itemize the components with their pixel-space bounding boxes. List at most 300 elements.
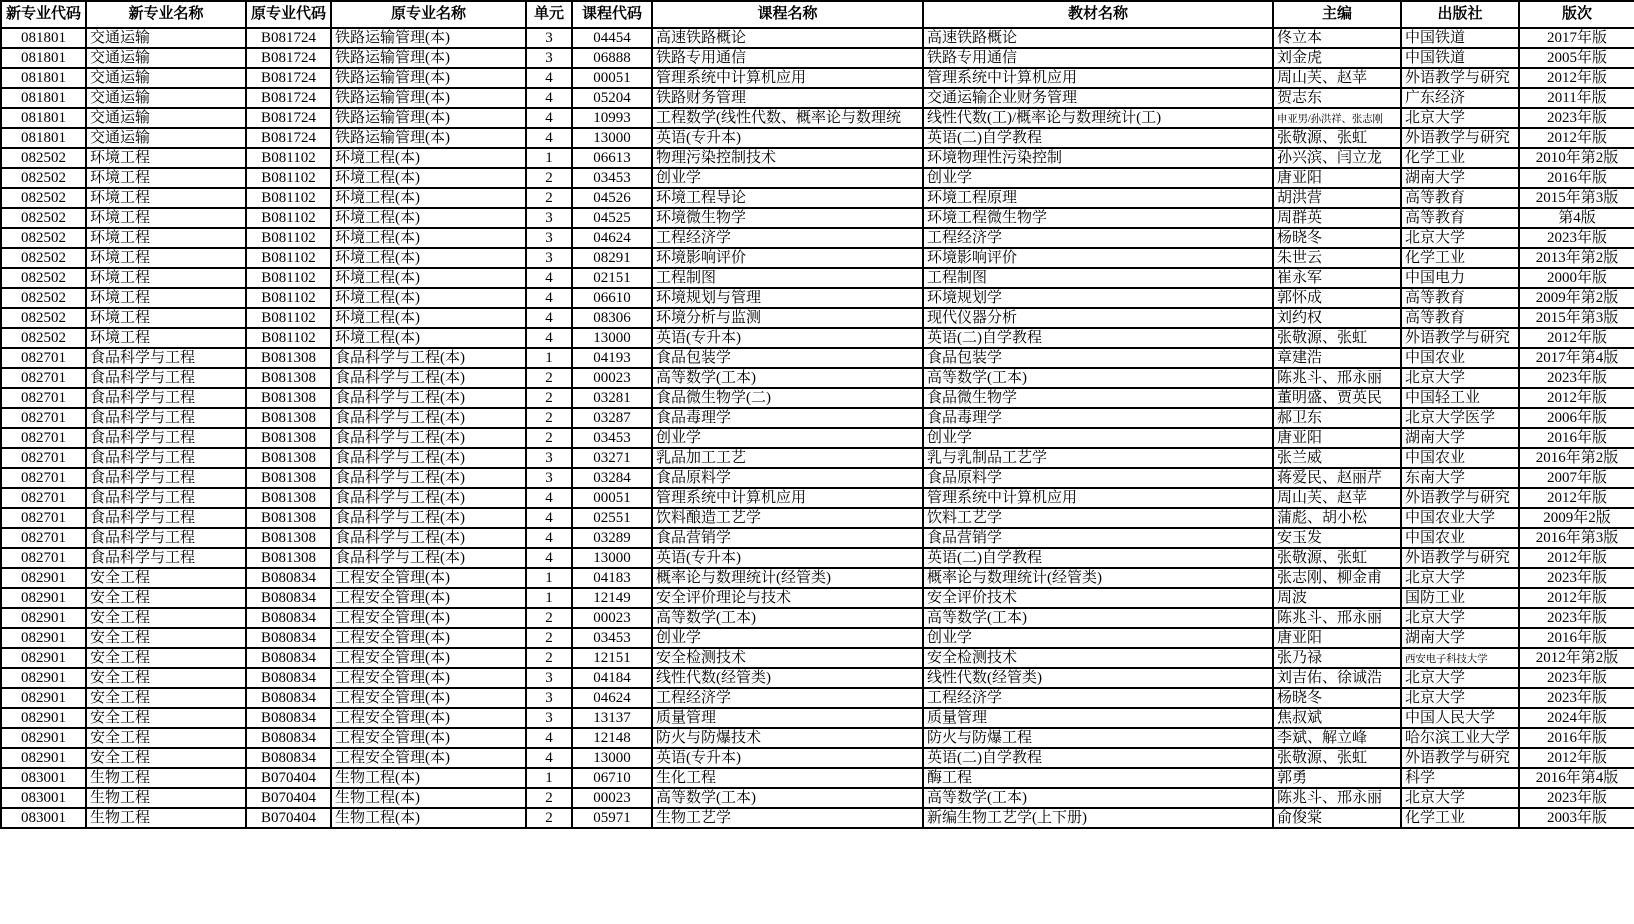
cell-course_name: 安全检测技术 <box>652 648 923 668</box>
cell-new_name: 环境工程 <box>86 148 246 168</box>
cell-textbook_name: 食品微生物学 <box>923 388 1273 408</box>
cell-course_code: 03271 <box>572 448 652 468</box>
cell-new_code: 081801 <box>1 28 86 48</box>
cell-course_code: 06888 <box>572 48 652 68</box>
cell-editor: 周群英 <box>1273 208 1401 228</box>
small-text: 申亚男/孙洪祥、张志刚 <box>1277 113 1383 125</box>
cell-new_code: 082502 <box>1 148 86 168</box>
cell-new_name: 食品科学与工程 <box>86 548 246 568</box>
cell-unit: 4 <box>526 748 572 768</box>
cell-old_code: B081102 <box>246 268 331 288</box>
cell-unit: 3 <box>526 208 572 228</box>
table-row <box>1 228 1634 248</box>
cell-old_name: 食品科学与工程(本) <box>331 348 526 368</box>
cell-unit: 4 <box>526 328 572 348</box>
cell-new_code: 082502 <box>1 228 86 248</box>
column-header-old_code: 原专业代码 <box>246 1 331 28</box>
cell-old_code: B081102 <box>246 308 331 328</box>
cell-old_name: 工程安全管理(本) <box>331 668 526 688</box>
cell-old_code: B081308 <box>246 428 331 448</box>
table-row <box>1 208 1634 228</box>
column-header-edition: 版次 <box>1519 1 1634 28</box>
table-row <box>1 348 1634 368</box>
cell-old_name: 铁路运输管理(本) <box>331 108 526 128</box>
cell-publisher: 哈尔滨工业大学 <box>1401 728 1519 748</box>
table-header <box>1 1 1634 28</box>
cell-unit: 4 <box>526 488 572 508</box>
table-row <box>1 748 1634 768</box>
cell-old_code: B081102 <box>246 168 331 188</box>
table-row <box>1 388 1634 408</box>
cell-course_code: 08291 <box>572 248 652 268</box>
cell-publisher: 东南大学 <box>1401 468 1519 488</box>
cell-publisher: 中国轻工业 <box>1401 388 1519 408</box>
cell-publisher: 外语教学与研究 <box>1401 548 1519 568</box>
cell-new_name: 安全工程 <box>86 568 246 588</box>
cell-unit: 4 <box>526 108 572 128</box>
cell-course_name: 食品包装学 <box>652 348 923 368</box>
column-header-course_name: 课程名称 <box>652 1 923 28</box>
cell-publisher: 北京大学 <box>1401 108 1519 128</box>
cell-unit: 1 <box>526 768 572 788</box>
cell-course_code: 00051 <box>572 68 652 88</box>
cell-new_name: 环境工程 <box>86 328 246 348</box>
cell-old_name: 生物工程(本) <box>331 788 526 808</box>
table-row <box>1 108 1634 128</box>
cell-course_code: 06710 <box>572 768 652 788</box>
cell-old_name: 工程安全管理(本) <box>331 568 526 588</box>
cell-textbook_name: 创业学 <box>923 628 1273 648</box>
cell-publisher: 外语教学与研究 <box>1401 488 1519 508</box>
cell-course_name: 生化工程 <box>652 768 923 788</box>
cell-old_code: B070404 <box>246 808 331 828</box>
cell-new_code: 082701 <box>1 408 86 428</box>
cell-textbook_name: 工程经济学 <box>923 228 1273 248</box>
cell-new_name: 交通运输 <box>86 68 246 88</box>
column-header-textbook_name: 教材名称 <box>923 1 1273 28</box>
cell-course_code: 13000 <box>572 328 652 348</box>
cell-edition: 2024年版 <box>1519 708 1634 728</box>
cell-course_code: 00051 <box>572 488 652 508</box>
cell-course_name: 线性代数(经管类) <box>652 668 923 688</box>
cell-unit: 1 <box>526 568 572 588</box>
cell-course_name: 英语(专升本) <box>652 548 923 568</box>
cell-unit: 1 <box>526 588 572 608</box>
cell-old_name: 食品科学与工程(本) <box>331 528 526 548</box>
cell-new_name: 安全工程 <box>86 668 246 688</box>
cell-old_name: 环境工程(本) <box>331 308 526 328</box>
cell-textbook_name: 环境规划学 <box>923 288 1273 308</box>
cell-textbook_name: 概率论与数理统计(经管类) <box>923 568 1273 588</box>
cell-course_code: 04526 <box>572 188 652 208</box>
cell-editor: 杨晓冬 <box>1273 228 1401 248</box>
cell-new_name: 食品科学与工程 <box>86 408 246 428</box>
cell-course_code: 03453 <box>572 628 652 648</box>
cell-edition: 第4版 <box>1519 208 1634 228</box>
cell-editor: 张敬源、张虹 <box>1273 328 1401 348</box>
cell-edition: 2017年第4版 <box>1519 348 1634 368</box>
cell-course_code: 06610 <box>572 288 652 308</box>
cell-old_name: 铁路运输管理(本) <box>331 68 526 88</box>
cell-unit: 4 <box>526 128 572 148</box>
cell-new_code: 082901 <box>1 708 86 728</box>
cell-edition: 2003年版 <box>1519 808 1634 828</box>
cell-old_name: 环境工程(本) <box>331 188 526 208</box>
cell-unit: 4 <box>526 88 572 108</box>
cell-course_code: 04193 <box>572 348 652 368</box>
cell-old_name: 食品科学与工程(本) <box>331 548 526 568</box>
table-row <box>1 188 1634 208</box>
cell-old_name: 食品科学与工程(本) <box>331 368 526 388</box>
cell-old_name: 铁路运输管理(本) <box>331 28 526 48</box>
cell-textbook_name: 防火与防爆工程 <box>923 728 1273 748</box>
table-row <box>1 148 1634 168</box>
cell-new_code: 082901 <box>1 608 86 628</box>
column-header-old_name: 原专业名称 <box>331 1 526 28</box>
cell-course_code: 12151 <box>572 648 652 668</box>
table-row <box>1 588 1634 608</box>
cell-course_code: 08306 <box>572 308 652 328</box>
cell-textbook_name: 食品包装学 <box>923 348 1273 368</box>
cell-editor: 张志刚、柳金甫 <box>1273 568 1401 588</box>
cell-course_name: 工程制图 <box>652 268 923 288</box>
small-text: 西安电子科技大学 <box>1405 653 1488 665</box>
cell-course_code: 03281 <box>572 388 652 408</box>
cell-new_name: 交通运输 <box>86 48 246 68</box>
cell-old_name: 环境工程(本) <box>331 208 526 228</box>
cell-old_name: 工程安全管理(本) <box>331 748 526 768</box>
cell-editor: 刘约权 <box>1273 308 1401 328</box>
cell-old_name: 工程安全管理(本) <box>331 688 526 708</box>
cell-course_name: 环境分析与监测 <box>652 308 923 328</box>
cell-course_name: 工程数学(线性代数、概率论与数理统 <box>652 108 923 128</box>
cell-editor: 张敬源、张虹 <box>1273 128 1401 148</box>
table-row <box>1 548 1634 568</box>
cell-new_code: 083001 <box>1 788 86 808</box>
cell-new_name: 生物工程 <box>86 808 246 828</box>
cell-editor: 张敬源、张虹 <box>1273 748 1401 768</box>
cell-course_name: 管理系统中计算机应用 <box>652 68 923 88</box>
cell-course_name: 英语(专升本) <box>652 748 923 768</box>
cell-edition: 2016年第4版 <box>1519 768 1634 788</box>
cell-old_name: 环境工程(本) <box>331 328 526 348</box>
cell-old_name: 环境工程(本) <box>331 248 526 268</box>
cell-unit: 3 <box>526 468 572 488</box>
cell-old_name: 生物工程(本) <box>331 768 526 788</box>
cell-old_code: B081724 <box>246 88 331 108</box>
cell-course_name: 高等数学(工本) <box>652 608 923 628</box>
cell-textbook_name: 环境物理性污染控制 <box>923 148 1273 168</box>
cell-editor: 张兰威 <box>1273 448 1401 468</box>
table-row <box>1 288 1634 308</box>
cell-unit: 2 <box>526 188 572 208</box>
cell-course_name: 铁路专用通信 <box>652 48 923 68</box>
cell-old_name: 环境工程(本) <box>331 228 526 248</box>
cell-new_name: 食品科学与工程 <box>86 488 246 508</box>
cell-editor: 朱世云 <box>1273 248 1401 268</box>
cell-textbook_name: 工程经济学 <box>923 688 1273 708</box>
cell-publisher: 中国铁道 <box>1401 28 1519 48</box>
cell-editor: 刘吉佑、徐诚浩 <box>1273 668 1401 688</box>
cell-textbook_name: 线性代数(工)/概率论与数理统计(工) <box>923 108 1273 128</box>
cell-edition: 2016年第3版 <box>1519 528 1634 548</box>
cell-new_name: 环境工程 <box>86 248 246 268</box>
cell-unit: 1 <box>526 148 572 168</box>
cell-course_name: 质量管理 <box>652 708 923 728</box>
cell-course_code: 02151 <box>572 268 652 288</box>
cell-textbook_name: 酶工程 <box>923 768 1273 788</box>
cell-new_code: 082901 <box>1 568 86 588</box>
cell-old_name: 环境工程(本) <box>331 168 526 188</box>
cell-old_name: 环境工程(本) <box>331 148 526 168</box>
cell-old_code: B080834 <box>246 668 331 688</box>
cell-unit: 3 <box>526 48 572 68</box>
cell-unit: 4 <box>526 308 572 328</box>
cell-publisher: 中国农业 <box>1401 448 1519 468</box>
cell-edition: 2012年版 <box>1519 488 1634 508</box>
cell-editor: 郭怀成 <box>1273 288 1401 308</box>
cell-course_name: 食品原料学 <box>652 468 923 488</box>
cell-edition: 2023年版 <box>1519 688 1634 708</box>
cell-course_name: 安全评价理论与技术 <box>652 588 923 608</box>
cell-new_name: 安全工程 <box>86 688 246 708</box>
cell-course_name: 英语(专升本) <box>652 328 923 348</box>
cell-editor: 焦叔斌 <box>1273 708 1401 728</box>
cell-course_code: 00023 <box>572 368 652 388</box>
cell-old_name: 环境工程(本) <box>331 268 526 288</box>
table-row <box>1 808 1634 828</box>
cell-edition: 2013年第2版 <box>1519 248 1634 268</box>
cell-editor: 刘金虎 <box>1273 48 1401 68</box>
cell-publisher: 高等教育 <box>1401 208 1519 228</box>
cell-old_code: B070404 <box>246 768 331 788</box>
table-row <box>1 248 1634 268</box>
cell-course_code: 02551 <box>572 508 652 528</box>
cell-course_code: 05204 <box>572 88 652 108</box>
cell-new_name: 交通运输 <box>86 28 246 48</box>
cell-publisher: 湖南大学 <box>1401 168 1519 188</box>
table-row <box>1 528 1634 548</box>
cell-textbook_name: 工程制图 <box>923 268 1273 288</box>
cell-unit: 1 <box>526 348 572 368</box>
cell-new_name: 环境工程 <box>86 188 246 208</box>
cell-edition: 2012年版 <box>1519 588 1634 608</box>
cell-new_code: 082502 <box>1 268 86 288</box>
cell-edition: 2012年第2版 <box>1519 648 1634 668</box>
cell-old_code: B080834 <box>246 608 331 628</box>
cell-new_code: 082701 <box>1 348 86 368</box>
cell-new_code: 082901 <box>1 648 86 668</box>
cell-editor: 唐亚阳 <box>1273 428 1401 448</box>
cell-course_name: 工程经济学 <box>652 688 923 708</box>
cell-editor: 孙兴滨、闫立龙 <box>1273 148 1401 168</box>
cell-new_code: 082502 <box>1 248 86 268</box>
cell-textbook_name: 创业学 <box>923 168 1273 188</box>
cell-textbook_name: 英语(二)自学教程 <box>923 328 1273 348</box>
cell-course_name: 食品微生物学(二) <box>652 388 923 408</box>
cell-course_name: 创业学 <box>652 168 923 188</box>
cell-course_code: 13000 <box>572 748 652 768</box>
cell-new_name: 交通运输 <box>86 128 246 148</box>
cell-editor <box>1273 108 1401 128</box>
cell-course_code: 04525 <box>572 208 652 228</box>
cell-old_code: B081102 <box>246 188 331 208</box>
cell-new_name: 环境工程 <box>86 288 246 308</box>
cell-publisher: 中国农业大学 <box>1401 508 1519 528</box>
table-row <box>1 608 1634 628</box>
table-row <box>1 408 1634 428</box>
cell-course_code: 04184 <box>572 668 652 688</box>
cell-textbook_name: 安全评价技术 <box>923 588 1273 608</box>
cell-edition: 2015年第3版 <box>1519 308 1634 328</box>
cell-publisher: 北京大学 <box>1401 788 1519 808</box>
cell-edition: 2010年第2版 <box>1519 148 1634 168</box>
cell-publisher: 中国电力 <box>1401 268 1519 288</box>
cell-publisher: 科学 <box>1401 768 1519 788</box>
table-body <box>1 28 1634 828</box>
cell-editor: 陈兆斗、邢永丽 <box>1273 368 1401 388</box>
cell-new_code: 082502 <box>1 328 86 348</box>
cell-new_name: 环境工程 <box>86 268 246 288</box>
cell-publisher: 高等教育 <box>1401 308 1519 328</box>
cell-unit: 2 <box>526 428 572 448</box>
cell-publisher: 北京大学 <box>1401 228 1519 248</box>
table-row <box>1 428 1634 448</box>
cell-old_code: B081308 <box>246 488 331 508</box>
cell-old_code: B081102 <box>246 288 331 308</box>
cell-new_name: 安全工程 <box>86 708 246 728</box>
cell-old_code: B080834 <box>246 688 331 708</box>
cell-publisher: 湖南大学 <box>1401 628 1519 648</box>
cell-edition: 2023年版 <box>1519 788 1634 808</box>
cell-textbook_name: 管理系统中计算机应用 <box>923 488 1273 508</box>
table-row <box>1 688 1634 708</box>
cell-textbook_name: 环境工程微生物学 <box>923 208 1273 228</box>
cell-course_name: 概率论与数理统计(经管类) <box>652 568 923 588</box>
cell-publisher: 北京大学 <box>1401 608 1519 628</box>
cell-new_code: 082701 <box>1 388 86 408</box>
cell-unit: 4 <box>526 508 572 528</box>
cell-old_name: 食品科学与工程(本) <box>331 488 526 508</box>
cell-new_name: 交通运输 <box>86 88 246 108</box>
cell-old_name: 铁路运输管理(本) <box>331 128 526 148</box>
cell-new_code: 081801 <box>1 88 86 108</box>
column-header-new_code: 新专业代码 <box>1 1 86 28</box>
cell-old_code: B080834 <box>246 708 331 728</box>
cell-editor: 郝卫东 <box>1273 408 1401 428</box>
cell-course_code: 13000 <box>572 128 652 148</box>
cell-editor: 崔永军 <box>1273 268 1401 288</box>
table-row <box>1 128 1634 148</box>
cell-unit: 2 <box>526 608 572 628</box>
cell-course_code: 03453 <box>572 428 652 448</box>
cell-textbook_name: 高等数学(工本) <box>923 608 1273 628</box>
cell-old_code: B081308 <box>246 388 331 408</box>
cell-edition: 2023年版 <box>1519 568 1634 588</box>
cell-edition: 2000年版 <box>1519 268 1634 288</box>
cell-new_name: 食品科学与工程 <box>86 388 246 408</box>
cell-course_name: 高速铁路概论 <box>652 28 923 48</box>
cell-textbook_name: 管理系统中计算机应用 <box>923 68 1273 88</box>
cell-old_code: B081724 <box>246 128 331 148</box>
column-header-publisher: 出版社 <box>1401 1 1519 28</box>
cell-editor: 蒋爱民、赵丽芹 <box>1273 468 1401 488</box>
cell-course_code: 10993 <box>572 108 652 128</box>
table-row <box>1 648 1634 668</box>
cell-course_code: 12148 <box>572 728 652 748</box>
cell-edition: 2012年版 <box>1519 548 1634 568</box>
cell-textbook_name: 交通运输企业财务管理 <box>923 88 1273 108</box>
table-row <box>1 68 1634 88</box>
cell-old_code: B081308 <box>246 468 331 488</box>
cell-unit: 4 <box>526 288 572 308</box>
cell-publisher: 广东经济 <box>1401 88 1519 108</box>
cell-course_name: 饮料酿造工艺学 <box>652 508 923 528</box>
cell-new_name: 环境工程 <box>86 208 246 228</box>
cell-edition: 2023年版 <box>1519 108 1634 128</box>
cell-editor: 董明盛、贾英民 <box>1273 388 1401 408</box>
cell-textbook_name: 英语(二)自学教程 <box>923 128 1273 148</box>
cell-new_name: 交通运输 <box>86 108 246 128</box>
cell-editor: 佟立本 <box>1273 28 1401 48</box>
cell-old_code: B081102 <box>246 148 331 168</box>
cell-edition: 2012年版 <box>1519 68 1634 88</box>
cell-old_name: 铁路运输管理(本) <box>331 88 526 108</box>
cell-edition: 2017年版 <box>1519 28 1634 48</box>
cell-unit: 4 <box>526 268 572 288</box>
cell-unit: 2 <box>526 408 572 428</box>
cell-textbook_name: 质量管理 <box>923 708 1273 728</box>
cell-new_code: 082701 <box>1 368 86 388</box>
cell-unit: 3 <box>526 668 572 688</box>
column-header-unit: 单元 <box>526 1 572 28</box>
cell-unit: 2 <box>526 168 572 188</box>
cell-course_name: 环境微生物学 <box>652 208 923 228</box>
cell-unit: 3 <box>526 688 572 708</box>
cell-new_name: 环境工程 <box>86 228 246 248</box>
cell-textbook_name: 安全检测技术 <box>923 648 1273 668</box>
cell-editor: 唐亚阳 <box>1273 628 1401 648</box>
cell-editor: 杨晓冬 <box>1273 688 1401 708</box>
cell-new_name: 食品科学与工程 <box>86 348 246 368</box>
cell-textbook_name: 英语(二)自学教程 <box>923 748 1273 768</box>
cell-old_name: 食品科学与工程(本) <box>331 448 526 468</box>
cell-course_name: 工程经济学 <box>652 228 923 248</box>
cell-unit: 3 <box>526 708 572 728</box>
cell-old_code: B080834 <box>246 648 331 668</box>
cell-new_code: 082502 <box>1 168 86 188</box>
cell-old_code: B080834 <box>246 728 331 748</box>
cell-edition: 2012年版 <box>1519 328 1634 348</box>
cell-editor: 陈兆斗、邢永丽 <box>1273 788 1401 808</box>
cell-course_name: 防火与防爆技术 <box>652 728 923 748</box>
cell-old_name: 工程安全管理(本) <box>331 648 526 668</box>
cell-publisher: 湖南大学 <box>1401 428 1519 448</box>
cell-old_code: B081308 <box>246 368 331 388</box>
cell-old_name: 工程安全管理(本) <box>331 608 526 628</box>
cell-old_name: 食品科学与工程(本) <box>331 428 526 448</box>
cell-old_code: B080834 <box>246 588 331 608</box>
cell-course_name: 食品毒理学 <box>652 408 923 428</box>
cell-edition: 2009年第2版 <box>1519 288 1634 308</box>
cell-publisher: 外语教学与研究 <box>1401 328 1519 348</box>
cell-course_code: 12149 <box>572 588 652 608</box>
cell-unit: 3 <box>526 228 572 248</box>
cell-publisher: 北京大学 <box>1401 568 1519 588</box>
cell-edition: 2016年第2版 <box>1519 448 1634 468</box>
cell-new_name: 食品科学与工程 <box>86 428 246 448</box>
cell-textbook_name: 高速铁路概论 <box>923 28 1273 48</box>
